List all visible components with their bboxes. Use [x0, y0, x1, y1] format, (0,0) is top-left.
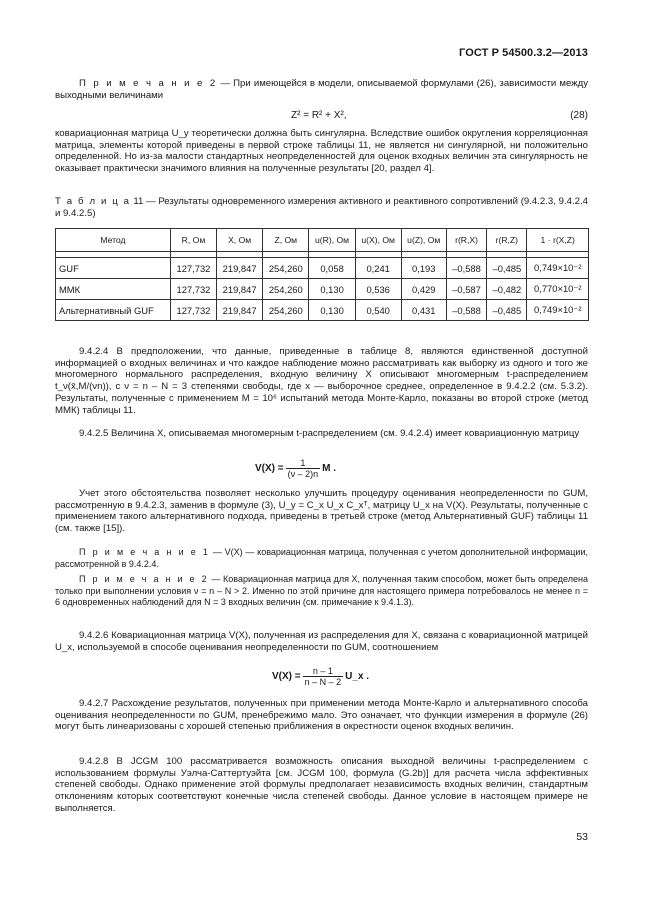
table-cell: 254,260 [263, 300, 309, 321]
table-header-cell: u(X), Ом [355, 229, 401, 252]
table-header-cell: Метод [56, 229, 171, 252]
table-cell: 0,770×10⁻² [527, 279, 589, 300]
table-cell: ММК [56, 279, 171, 300]
paragraph-9-4-2-4: 9.4.2.4 В предположении, что данные, приведенные в таблице 8, являются единственной доступной информацией о входных величинах и что каждое наблюдение можно рассматривать как выборку из одного и того же многомерного нормального распределения, входную величину X описывают многомерным t-распределением t_ν(x̄,M/(νn)), с ν = n – N = 3 степенями свободы, где x — выборочное среднее, определенное в 9.4.2.2 (см. 5.3.2). Результаты, полученные с применением M = 10⁶ испытаний метода Монте-Карло, показаны во второй строке (метод ММК) таблицы 11. [55, 346, 588, 416]
table-cell: 219,847 [217, 279, 263, 300]
table-cell: 0,241 [355, 258, 401, 279]
paragraph-covariance: ковариационная матрица U_y теоретически должна быть сингулярна. Вследствие ошибок округления корреляционная матрица, элементы которой приведены в первой строке таблицы 11, не является ни сингулярной, ни положительно определенной. Но из-за малости стандартных неопределенностей для оценок входных величин эта сингулярность не оказывает практически значимого влияния на полученные результаты [20, раздел 4]. [55, 128, 588, 175]
paragraph-gum-alternative: Учет этого обстоятельства позволяет несколько улучшить процедуру оценивания неопределенности по GUM, рассмотренную в 9.4.2.3, заменив в формуле (3), U_y = C_x U_x C_xᵀ, матрицу U_x на V(X). Результаты, полученные с применением такого альтернативного подхода, приведены в третьей строке (метод Альтернативный GUF) таблицы 11 (см. также [15]). [55, 488, 588, 535]
table-cell: 127,732 [170, 279, 216, 300]
table-cell: 219,847 [217, 258, 263, 279]
table-cell: 0,540 [355, 300, 401, 321]
table-cell: –0,485 [487, 300, 527, 321]
paragraph-9-4-2-7: 9.4.2.7 Расхождение результатов, полученных при применении метода Монте-Карло и альтернативного способа оценивания неопределенности по GUM, пренебрежимо мало. Это означает, что функции измерения в формуле (26) могут быть линеаризованы с хорошей степенью приближения в окрестности оценок входных величин. [55, 698, 588, 733]
table-cell: –0,587 [446, 279, 486, 300]
note-1: П р и м е ч а н и е 1 — V(X) — ковариационная матрица, полученная с учетом дополнительной информации, рассмотренной в 9.4.2.4. [55, 547, 588, 569]
equation-28: Z² = R² + X², [291, 110, 347, 121]
table-header-cell: X, Ом [217, 229, 263, 252]
note-2-top: П р и м е ч а н и е 2 — При имеющейся в модели, описываемой формулами (26), зависимости между выходными величинами [55, 78, 588, 101]
table-cell: 0,749×10⁻² [527, 300, 589, 321]
table-cell: –0,482 [487, 279, 527, 300]
paragraph-9-4-2-5: 9.4.2.5 Величина X, описываемая многомерным t-распределением (см. 9.4.2.4) имеет ковариационную матрицу [79, 428, 580, 439]
equation-28-number: (28) [570, 110, 588, 121]
table-cell: 0,130 [309, 279, 355, 300]
table-row [56, 279, 589, 300]
paragraph-9-4-2-6: 9.4.2.6 Ковариационная матрица V(X), полученная из распределения для X, связана с ковариационной матрицей U_x, используемой в способе оценивания неопределенности по GUM, соотношением [55, 630, 588, 653]
table-header-cell: u(R), Ом [309, 229, 355, 252]
table-row [56, 300, 589, 321]
results-table [55, 228, 589, 321]
note-2: П р и м е ч а н и е 2 — Ковариационная матрица для X, полученная таким способом, может быть определена только при выполнении условия ν = n – N > 2. Именно по этой причине для настоящего примера потребовалось не менее n = 6 одновременных наблюдений для N = 3 входных величин (см. примечание к 9.4.1.3). [55, 574, 588, 608]
table-cell: 0,130 [309, 300, 355, 321]
table-cell: 0,429 [401, 279, 446, 300]
table-cell: –0,588 [446, 258, 486, 279]
table-cell: 0,431 [401, 300, 446, 321]
table-cell: 219,847 [217, 300, 263, 321]
equation-vx-2: V(X) = $\frac{n - 1}{n - N - 2}$ U_x . [272, 666, 370, 687]
page-number: 53 [576, 831, 588, 843]
table-cell: Альтернативный GUF [56, 300, 171, 321]
table-header-cell: 1 · r(X,Z) [527, 229, 589, 252]
table-cell: 0,536 [355, 279, 401, 300]
table-caption: Т а б л и ц а 11 — Результаты одновременного измерения активного и реактивного сопротивлений (9.4.2.3, 9.4.2.4 и 9.4.2.5) [55, 196, 588, 219]
table-cell: GUF [56, 258, 171, 279]
table-header-cell: Z, Ом [263, 229, 309, 252]
equation-vx-1: V(X) = $\frac{1}{(\nu - 2)n}$ M . [255, 458, 337, 479]
table-cell: 0,058 [309, 258, 355, 279]
document-code-header: ГОСТ Р 54500.3.2—2013 [459, 47, 588, 59]
table-header-cell: r(R,X) [446, 229, 486, 252]
table-cell: –0,588 [446, 300, 486, 321]
table-cell: 127,732 [170, 300, 216, 321]
table-header-cell: r(R,Z) [487, 229, 527, 252]
table-row [56, 258, 589, 279]
table-header-cell: u(Z), Ом [401, 229, 446, 252]
table-cell: –0,485 [487, 258, 527, 279]
paragraph-9-4-2-8: 9.4.2.8 В JCGM 100 рассматривается возможность описания выходной величины t-распределением с использованием формулы Уэлча-Саттертуэйта [см. JCGM 100, формула (G.2b)] для расчета числа эффективных степеней свободы. Однако применение этой формулы предполагает независимость входных величин, стандартным отклонениям которых соответствуют конечные числа степеней свободы. Данное условие в настоящем примере не выполняется. [55, 756, 588, 814]
table-cell: 0,749×10⁻² [527, 258, 589, 279]
table-header-cell: R, Ом [170, 229, 216, 252]
table-cell: 254,260 [263, 279, 309, 300]
table-cell: 127,732 [170, 258, 216, 279]
table-cell: 254,260 [263, 258, 309, 279]
table-cell: 0,193 [401, 258, 446, 279]
table-header-row [56, 229, 589, 252]
